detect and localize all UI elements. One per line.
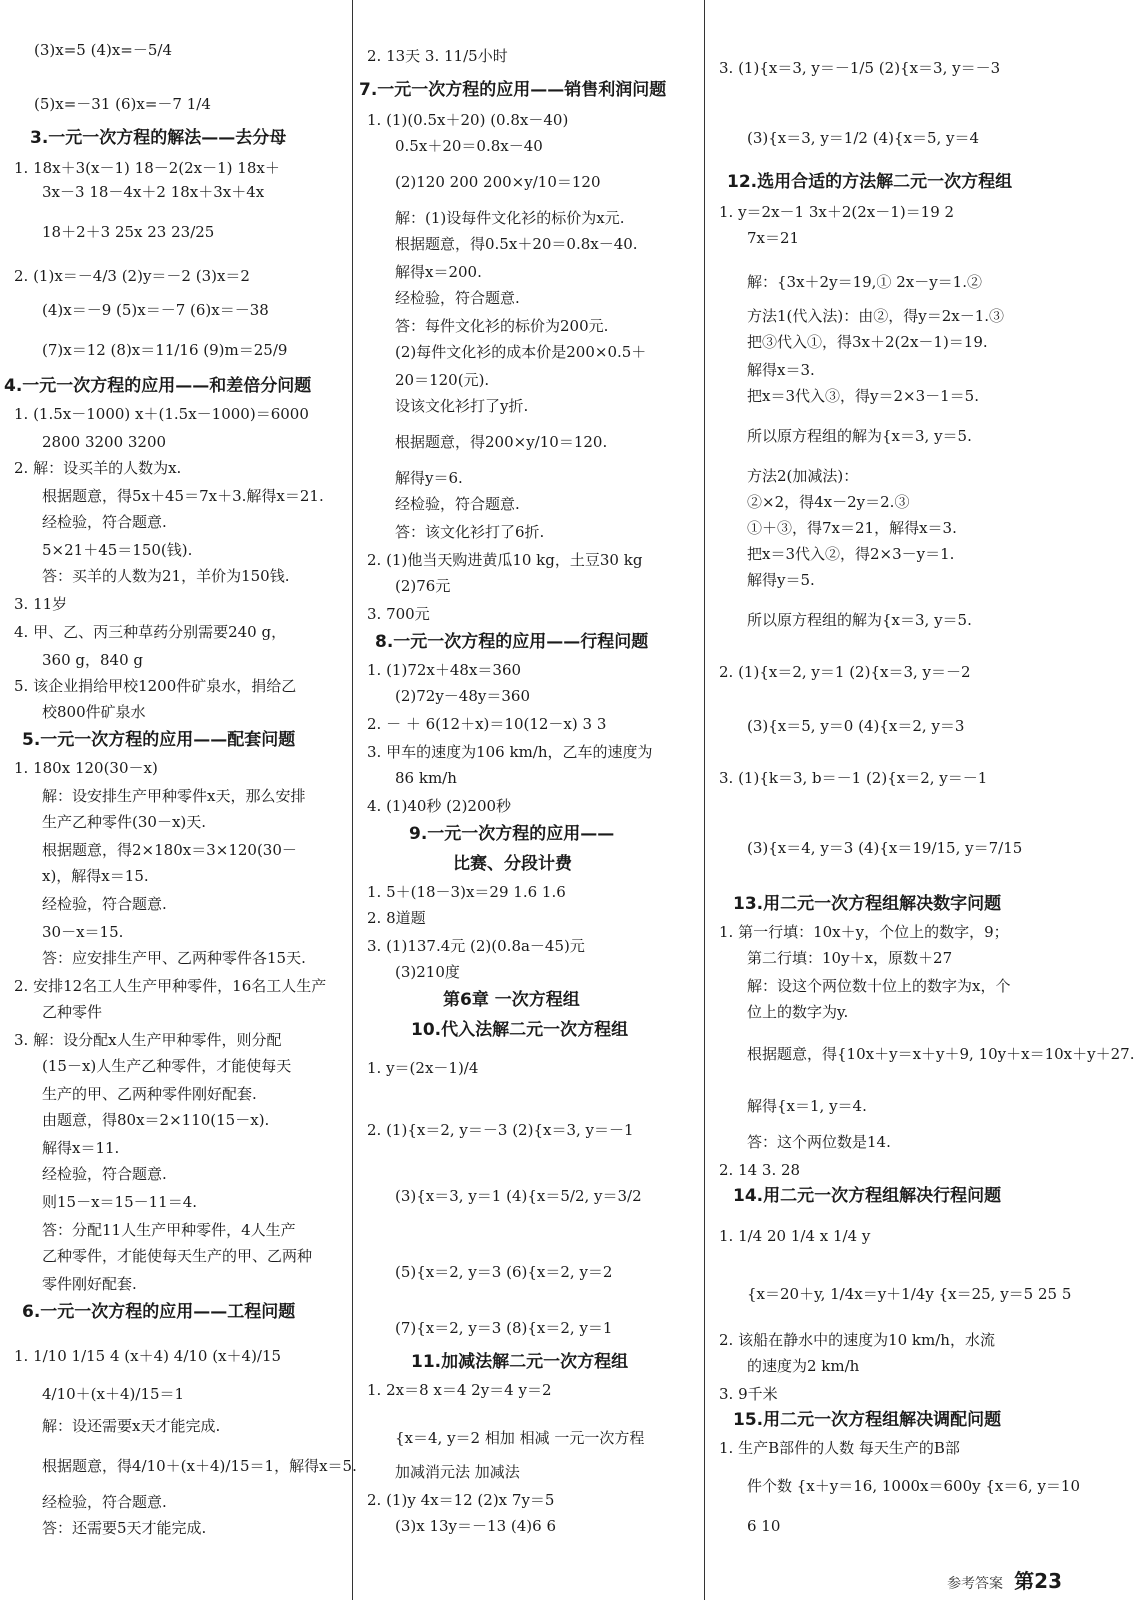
- answer-line: 1. 180x 120(30－x): [14, 759, 158, 777]
- answer-line: 的速度为2 km/h: [747, 1357, 860, 1375]
- section-heading: 第6章 一次方程组: [443, 990, 580, 1010]
- answer-line: 1. 5＋(18－3)x＝29 1.6 1.6: [367, 883, 566, 901]
- answer-line: (3){x＝5, y＝0 (4){x＝2, y＝3: [747, 717, 965, 735]
- answer-line: 解：设安排生产甲种零件x天，那么安排: [42, 787, 306, 805]
- answer-line: 零件刚好配套.: [42, 1275, 137, 1293]
- answer-line: 1. 2x＝8 x＝4 2y＝4 y＝2: [367, 1381, 552, 1399]
- answer-line: 把x＝3代入③，得y＝2×3－1＝5.: [747, 387, 979, 405]
- answer-line: 20＝120(元).: [395, 371, 490, 389]
- answer-line: 2. 13天 3. 11/5小时: [367, 47, 508, 65]
- answer-line: (2)每件文化衫的成本价是200×0.5＋: [395, 343, 647, 361]
- answer-line: 解得y＝6.: [395, 469, 463, 487]
- answer-line: 1. 1/10 1/15 4 (x＋4) 4/10 (x＋4)/15: [14, 1347, 282, 1365]
- answer-line: ①＋③，得7x＝21，解得x＝3.: [747, 519, 957, 537]
- answer-line: 1. y＝2x－1 3x＋2(2x－1)＝19 2: [719, 203, 955, 221]
- section-heading: 15.用二元一次方程组解决调配问题: [733, 1410, 1002, 1430]
- answer-line: 2. 14 3. 28: [719, 1161, 801, 1179]
- answer-line: 4. 甲、乙、丙三种草药分别需要240 g，: [14, 623, 287, 641]
- answer-line: 3. (1){k＝3, b＝－1 (2){x＝2, y＝－1: [719, 769, 988, 787]
- page-footer: [947, 1565, 1062, 1594]
- answer-line: (2)72y－48y＝360: [395, 687, 531, 705]
- answer-line: (2)120 200 200×y/10＝120: [395, 173, 601, 191]
- answer-line: (3){x＝4, y＝3 (4){x＝19/15, y＝7/15: [747, 839, 1023, 857]
- answer-line: (4)x＝－9 (5)x＝－7 (6)x＝－38: [42, 301, 269, 319]
- answer-line: 360 g，840 g: [42, 651, 144, 669]
- answer-line: 2. (1){x＝2, y＝－3 (2){x＝3, y＝－1: [367, 1121, 634, 1139]
- answer-line: 3. 9千米: [719, 1385, 778, 1403]
- answer-line: 件个数 {x＋y＝16, 1000x＝600y {x＝6, y＝10: [747, 1477, 1081, 1495]
- section-heading: 14.用二元一次方程组解决行程问题: [733, 1186, 1002, 1206]
- answer-line: 经检验，符合题意.: [395, 495, 520, 513]
- answer-line: 1. y＝(2x－1)/4: [367, 1059, 479, 1077]
- answer-line: 答：每件文化衫的标价为200元.: [395, 317, 609, 335]
- answer-line: 根据题意，得4/10＋(x＋4)/15＝1，解得x＝5.: [42, 1457, 357, 1475]
- answer-line: 2800 3200 3200: [42, 433, 167, 451]
- answer-line: 方法2(加减法)：: [747, 467, 859, 485]
- answer-line: 经检验，符合题意.: [42, 895, 167, 913]
- answer-line: 2. (1)x＝－4/3 (2)y＝－2 (3)x＝2: [14, 267, 250, 285]
- section-heading: 3.一元一次方程的解法——去分母: [30, 128, 287, 148]
- answer-line: 2. 8道题: [367, 909, 426, 927]
- section-heading: 4.一元一次方程的应用——和差倍分问题: [4, 376, 312, 396]
- answer-line: 答：应安排生产甲、乙两种零件各15天.: [42, 949, 306, 967]
- answer-line: 经检验，符合题意.: [42, 1165, 167, 1183]
- answer-line: 解得x＝3.: [747, 361, 815, 379]
- column-middle: [352, 0, 705, 1600]
- answer-line: 86 km/h: [395, 769, 457, 787]
- answer-line: 解：{3x＋2y＝19,① 2x－y＝1.②: [747, 273, 982, 291]
- footer-label: 参考答案: [947, 1576, 1004, 1592]
- answer-line: 乙种零件，才能使每天生产的甲、乙两种: [42, 1247, 313, 1265]
- answer-line: 6 10: [747, 1517, 781, 1535]
- answer-line: 答：这个两位数是14.: [747, 1133, 891, 1151]
- answer-line: 1. (1.5x－1000) x＋(1.5x－1000)＝6000: [14, 405, 309, 423]
- answer-line: (15－x)人生产乙种零件，才能使每天: [42, 1057, 292, 1075]
- answer-line: 根据题意，得200×y/10＝120.: [395, 433, 608, 451]
- answer-line: 经检验，符合题意.: [42, 1493, 167, 1511]
- answer-line: 解：设这个两位数十位上的数字为x，个: [747, 977, 1011, 995]
- answer-line: 所以原方程组的解为{x＝3, y＝5.: [747, 427, 972, 445]
- answer-line: 1. (1)72x＋48x＝360: [367, 661, 522, 679]
- answer-line: 7x＝21: [747, 229, 800, 247]
- answer-line: 把x＝3代入②，得2×3－y＝1.: [747, 545, 955, 563]
- answer-line: 所以原方程组的解为{x＝3, y＝5.: [747, 611, 972, 629]
- answer-line: 乙种零件: [42, 1003, 103, 1021]
- section-heading: 5.一元一次方程的应用——配套问题: [22, 730, 296, 750]
- answer-line: {x＝20＋y, 1/4x＝y＋1/4y {x＝25, y＝5 25 5: [747, 1285, 1072, 1303]
- answer-line: 解：设还需要x天才能完成.: [42, 1417, 221, 1435]
- answer-line: 2. (1)y 4x＝12 (2)x 7y＝5: [367, 1491, 555, 1509]
- column-right: [704, 0, 1134, 1600]
- answer-line: (7)x＝12 (8)x＝11/16 (9)m＝25/9: [42, 341, 288, 359]
- answer-line: (7){x＝2, y＝3 (8){x＝2, y＝1: [395, 1319, 613, 1337]
- answer-line: 2. (1){x＝2, y＝1 (2){x＝3, y＝－2: [719, 663, 971, 681]
- answer-line: (2)76元: [395, 577, 451, 595]
- answer-line: 2. － ＋ 6(12＋x)＝10(12－x) 3 3: [367, 715, 607, 733]
- answer-line: 5. 该企业捐给甲校1200件矿泉水，捐给乙: [14, 677, 297, 695]
- answer-line: 2. 该船在静水中的速度为10 km/h，水流: [719, 1331, 995, 1349]
- answer-line: 解：(1)设每件文化衫的标价为x元.: [395, 209, 625, 227]
- answer-line: 答：还需要5天才能完成.: [42, 1519, 207, 1537]
- answer-line: (5){x＝2, y＝3 (6){x＝2, y＝2: [395, 1263, 613, 1281]
- section-heading: 10.代入法解二元一次方程组: [411, 1020, 629, 1040]
- answer-line: 根据题意，得2×180x＝3×120(30－: [42, 841, 297, 859]
- column-left: [0, 0, 357, 1600]
- answer-line: 18＋2＋3 25x 23 23/25: [42, 223, 215, 241]
- answer-line: (5)x=－31 (6)x=－7 1/4: [34, 95, 211, 113]
- answer-line: 解得{x＝1, y＝4.: [747, 1097, 867, 1115]
- answer-line: 3. 700元: [367, 605, 430, 623]
- answer-line: 根据题意，得5x＋45＝7x＋3.解得x＝21.: [42, 487, 324, 505]
- answer-line: 答：该文化衫打了6折.: [395, 523, 545, 541]
- section-heading: 12.选用合适的方法解二元一次方程组: [727, 172, 1013, 192]
- answer-line: 答：分配11人生产甲种零件，4人生产: [42, 1221, 296, 1239]
- answer-line: 解得y＝5.: [747, 571, 815, 589]
- page-number: 第23: [1014, 1569, 1062, 1593]
- answer-line: (3)210度: [395, 963, 460, 981]
- answer-line: 根据题意，得{10x＋y＝x＋y＋9, 10y＋x＝10x＋y＋27.: [747, 1045, 1134, 1063]
- section-heading: 8.一元一次方程的应用——行程问题: [375, 632, 649, 652]
- answer-line: (3)x 13y＝－13 (4)6 6: [395, 1517, 556, 1535]
- answer-line: 3. 11岁: [14, 595, 68, 613]
- answer-line: 1. 第一行填：10x＋y，个位上的数字，9；: [719, 923, 1009, 941]
- section-heading: 7.一元一次方程的应用——销售利润问题: [359, 80, 667, 100]
- answer-line: x)，解得x＝15.: [42, 867, 149, 885]
- answer-line: 3x－3 18－4x＋2 18x＋3x＋4x: [42, 183, 265, 201]
- answer-line: 解得x＝200.: [395, 263, 482, 281]
- answer-line: 1. (1)(0.5x＋20) (0.8x－40): [367, 111, 569, 129]
- answer-line: 解得x＝11.: [42, 1139, 120, 1157]
- answer-line: 30－x＝15.: [42, 923, 124, 941]
- answer-line: 则15－x＝15－11＝4.: [42, 1193, 198, 1211]
- answer-line: 4/10＋(x＋4)/15＝1: [42, 1385, 185, 1403]
- answer-line: (3){x＝3, y＝1/2 (4){x＝5, y＝4: [747, 129, 980, 147]
- answer-line: 2. 安排12名工人生产甲种零件，16名工人生产: [14, 977, 327, 995]
- answer-line: {x＝4, y＝2 相加 相减 一元一次方程: [395, 1429, 645, 1447]
- section-heading: 6.一元一次方程的应用——工程问题: [22, 1302, 296, 1322]
- section-heading: 比赛、分段计费: [453, 854, 572, 874]
- answer-line: 1. 1/4 20 1/4 x 1/4 y: [719, 1227, 871, 1245]
- section-heading: 9.一元一次方程的应用——: [409, 824, 615, 844]
- answer-line: 由题意，得80x＝2×110(15－x).: [42, 1111, 270, 1129]
- answer-line: 经检验，符合题意.: [395, 289, 520, 307]
- answer-line: 校800件矿泉水: [42, 703, 146, 721]
- answer-line: 位上的数字为y.: [747, 1003, 849, 1021]
- answer-line: 3. (1)137.4元 (2)(0.8a－45)元: [367, 937, 585, 955]
- answer-line: 生产乙种零件(30－x)天.: [42, 813, 207, 831]
- answer-line: 第二行填：10y＋x，原数＋27: [747, 949, 953, 967]
- answer-line: 3. 解：设分配x人生产甲种零件，则分配: [14, 1031, 282, 1049]
- answer-line: 加减消元法 加减法: [395, 1463, 520, 1481]
- answer-line: (3)x=5 (4)x=－5/4: [34, 41, 173, 59]
- answer-line: 3. (1){x＝3, y＝－1/5 (2){x＝3, y＝－3: [719, 59, 1001, 77]
- answer-line: 1. 18x＋3(x－1) 18－2(2x－1) 18x＋: [14, 159, 280, 177]
- answer-line: (3){x＝3, y＝1 (4){x＝5/2, y＝3/2: [395, 1187, 642, 1205]
- section-heading: 13.用二元一次方程组解决数字问题: [733, 894, 1002, 914]
- answer-line: 把③代入①，得3x＋2(2x－1)＝19.: [747, 333, 988, 351]
- answer-line: 设该文化衫打了y折.: [395, 397, 529, 415]
- answer-line: 方法1(代入法)：由②，得y＝2x－1.③: [747, 307, 1005, 325]
- answer-line: 生产的甲、乙两种零件刚好配套.: [42, 1085, 257, 1103]
- answer-line: 2. (1)他当天购进黄瓜10 kg，土豆30 kg: [367, 551, 643, 569]
- answer-line: ②×2，得4x－2y＝2.③: [747, 493, 910, 511]
- section-heading: 11.加减法解二元一次方程组: [411, 1352, 629, 1372]
- answer-line: 0.5x＋20＝0.8x－40: [395, 137, 543, 155]
- answer-line: 2. 解：设买羊的人数为x.: [14, 459, 182, 477]
- answer-line: 3. 甲车的速度为106 km/h，乙车的速度为: [367, 743, 653, 761]
- answer-line: 答：买羊的人数为21，羊价为150钱.: [42, 567, 290, 585]
- answer-line: 根据题意，得0.5x＋20＝0.8x－40.: [395, 235, 638, 253]
- answer-line: 4. (1)40秒 (2)200秒: [367, 797, 512, 815]
- answer-line: 5×21＋45＝150(钱).: [42, 541, 193, 559]
- answer-line: 经检验，符合题意.: [42, 513, 167, 531]
- answer-line: 1. 生产B部件的人数 每天生产的B部: [719, 1439, 960, 1457]
